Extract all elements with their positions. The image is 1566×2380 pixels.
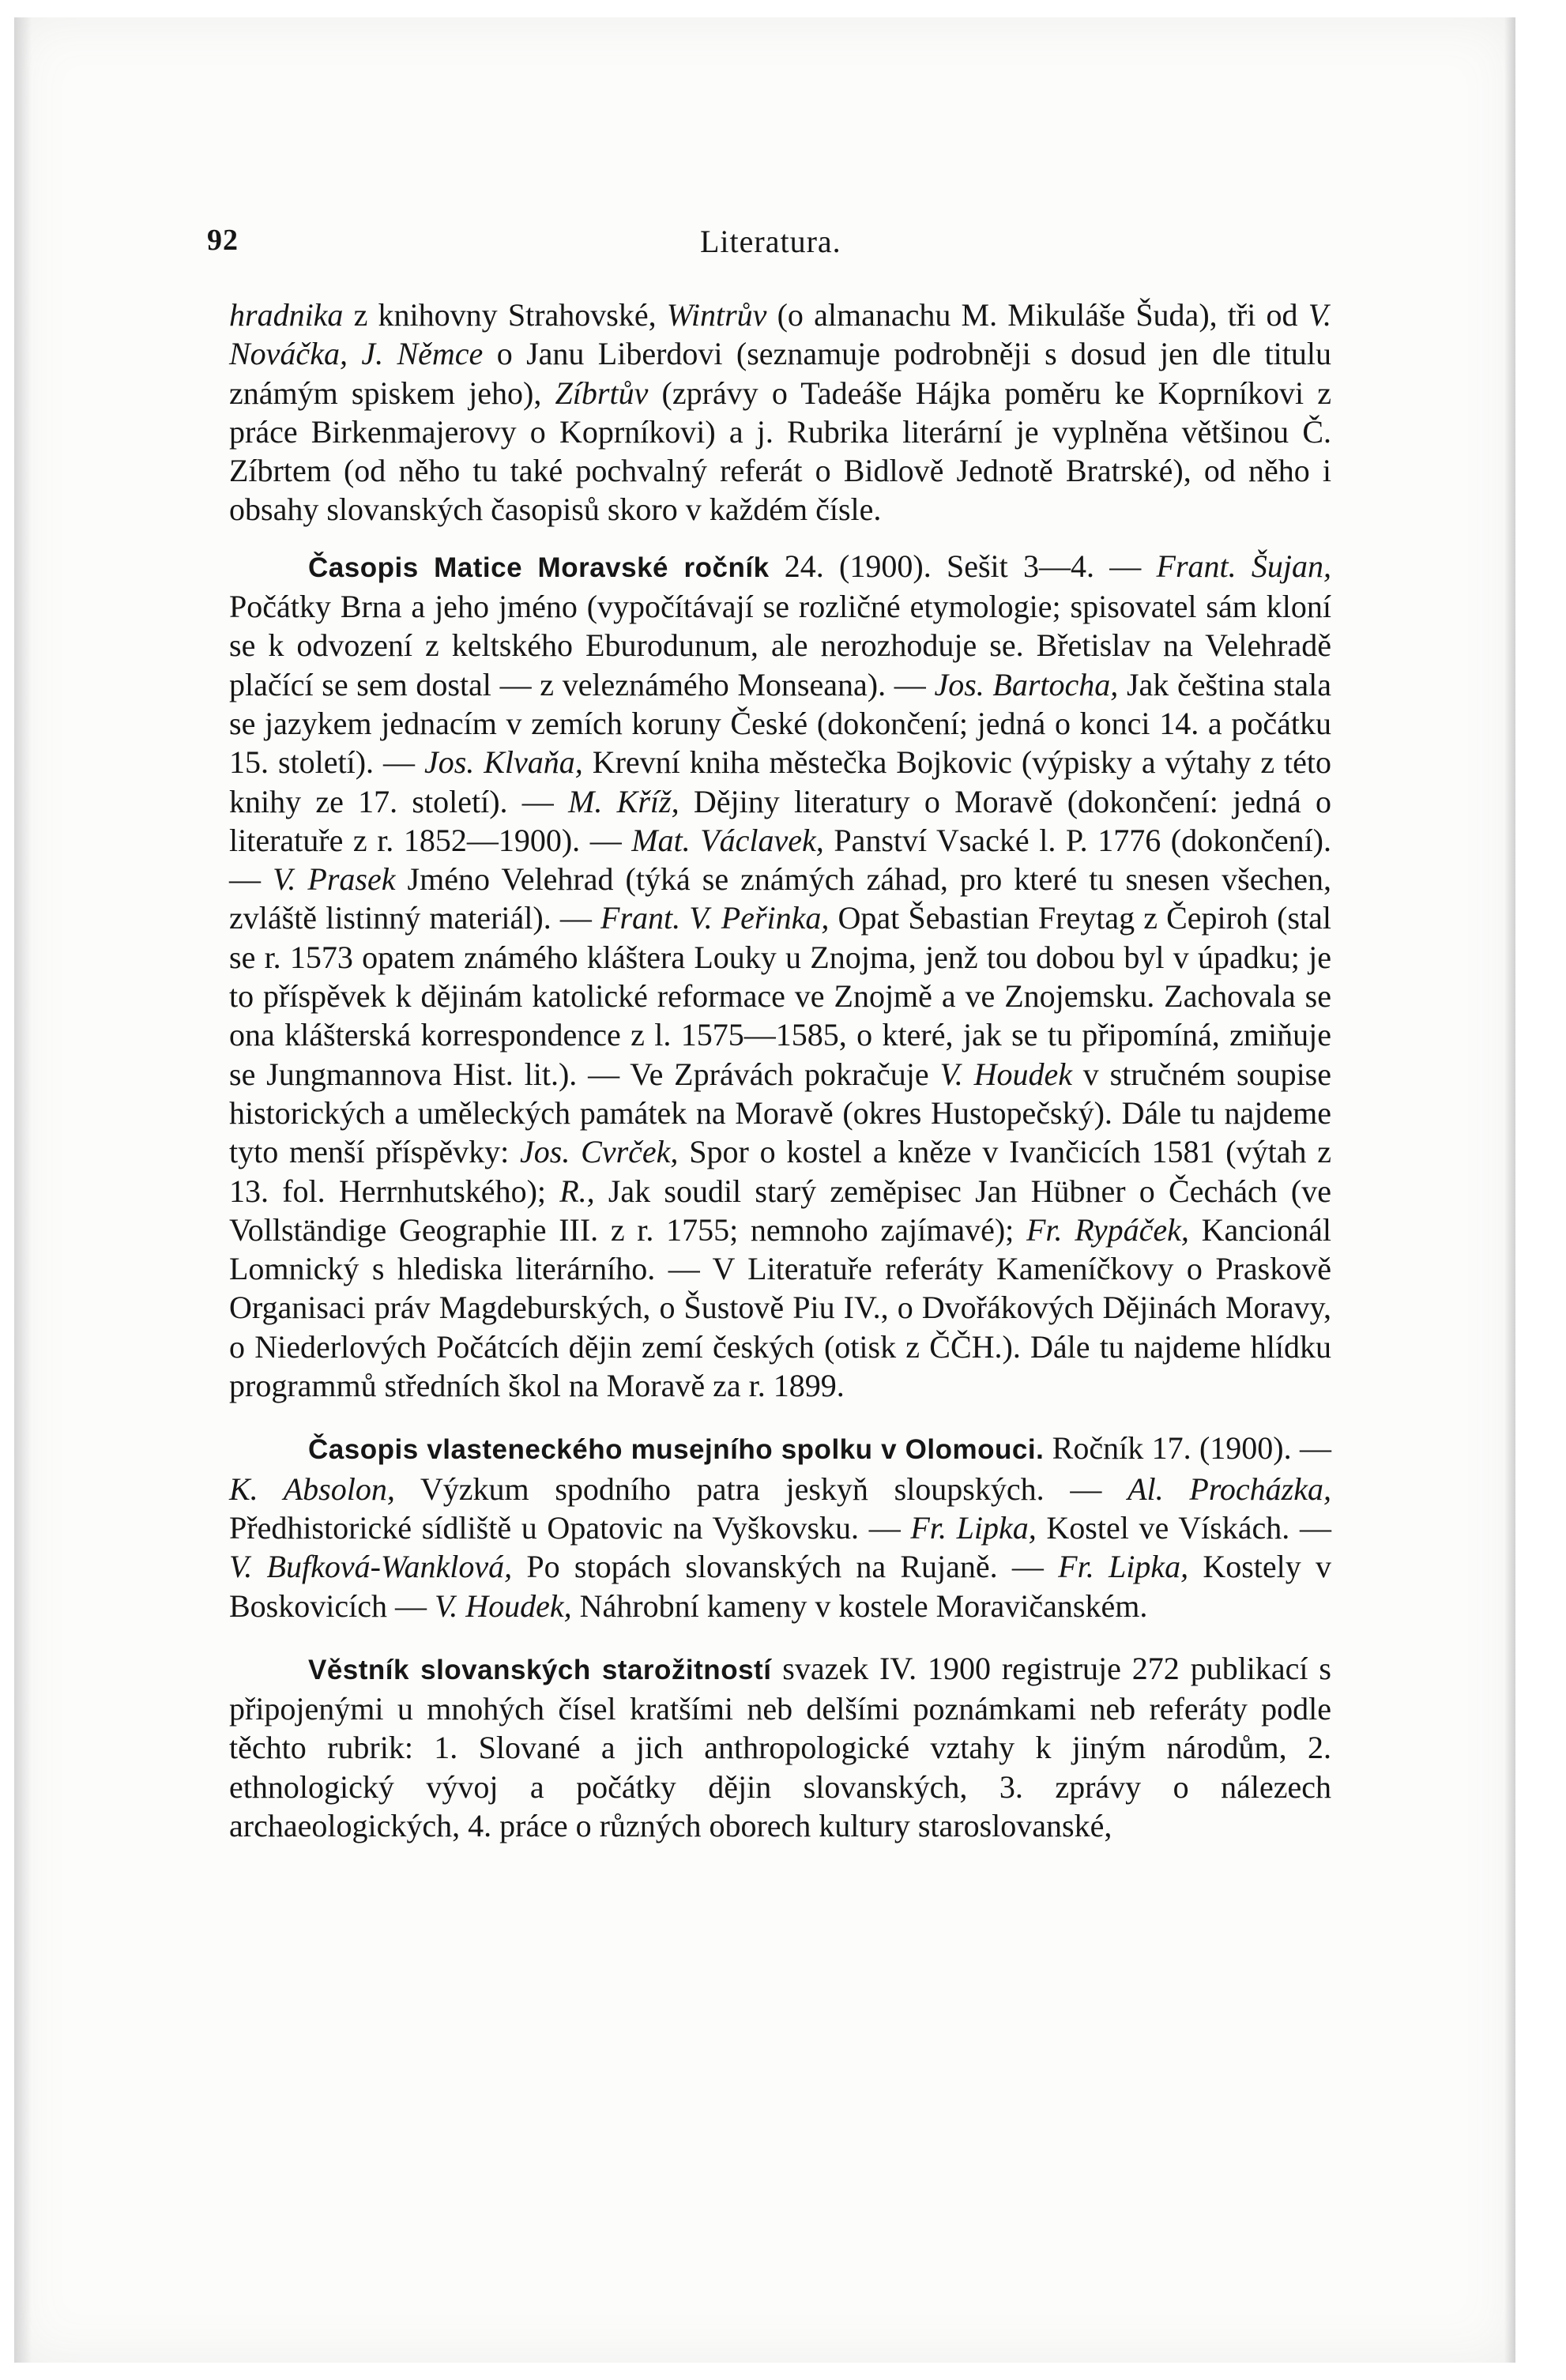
text-run: Předhistorické sídliště u Opatovic na Vyškovsku. —	[229, 1509, 911, 1546]
text-run: Opat Šebastian Freytag z Čepiroh (stal se r. 1573 opatem známého kláštera Louky u Znojma, jenž tou dobou byl v úpadku; je to příspěvek k dějinám katolické reformace ve Znojmě a ve Znojemsku. Zachovala se ona klášterská korrespondence z l. 1575—1585, o které, jak se tu připomíná, zmiňuje se Jungmannova Hist. lit.). — Ve Zprávách pokračuje	[229, 900, 1332, 1092]
author-ref: V. Prasek	[273, 861, 396, 898]
author-ref: hradnika	[229, 297, 344, 333]
text-run: Jak soudil starý zeměpisec Jan Hübner o Čechách (ve Vollständige Geographie III. z r. 1755; nemnoho zajímavé);	[229, 1173, 1331, 1248]
author-ref: Wintrův	[666, 297, 767, 333]
author-ref: Al. Procházka,	[1127, 1471, 1332, 1507]
author-ref: Frant. Šujan,	[1156, 548, 1331, 584]
text-run: Po stopách slovanských na Rujaně. —	[512, 1549, 1059, 1585]
text-run: Dějiny literatury o Moravě (dokončení: jedná o literatuře z r. 1852—1900). —	[229, 783, 1331, 858]
author-ref: V. Houdek,	[434, 1587, 572, 1624]
author-ref: Jos. Bartocha,	[934, 666, 1119, 702]
author-ref: V. Bufková-Wanklová,	[229, 1549, 513, 1585]
paragraph-strahov-continuation	[229, 296, 1331, 529]
author-ref: Frant. V. Peřinka,	[600, 900, 830, 936]
page-header	[0, 223, 1566, 270]
author-ref: R.,	[559, 1173, 595, 1209]
paragraph-vestnik	[229, 1649, 1331, 1845]
author-ref: Fr. Lipka,	[910, 1509, 1037, 1546]
author-ref: Mat. Václavek,	[631, 822, 824, 858]
text-run: Ročník 17. (1900). —	[1044, 1430, 1331, 1467]
paragraph-casopis-olomouc	[229, 1429, 1331, 1625]
page-number: 92	[207, 224, 239, 257]
author-ref: Fr. Lipka,	[1058, 1549, 1189, 1585]
running-title: Literatura.	[700, 224, 841, 259]
text-run: Kostel ve Vískách. —	[1036, 1509, 1331, 1546]
text-run: Jak čeština stala se jazykem jednacím v zemích koruny České (dokončení; jedná o konci 14. a počátku 15. století). —	[229, 666, 1332, 781]
author-ref: Fr. Rypáček,	[1026, 1211, 1189, 1248]
text-run: svazek IV. 1900 registruje 272 publikací s připojenými u mnohých čísel kratšími neb delšími poznámkami neb referáty podle těchto rubrik: 1. Slované a jich anthropologické vztahy k jiným národům, 2. ethnologický vývoj a počátky dějin slovanských, 3. zprávy o nálezech archaeologických, 4. práce o různých oborech kultury staroslovanské,	[229, 1650, 1331, 1843]
text-run: v stručném soupise historických a uměleckých památek na Moravě (okres Hustopečský). Dále tu najdeme tyto menší příspěvky:	[229, 1056, 1332, 1170]
text-run: Počátky Brna a jeho jméno (vypočítávají se rozličné etymologie; spisovatel sám kloní se k odvození z keltského Eburodunum, ale nerozhoduje se. Břetislav na Velehradě plačící se sem dostal — z veleznámého Monseana). —	[229, 589, 1331, 702]
text-run: Spor o kostel a kněze v Ivančicích 1581 (výtah z 13. fol. Herrnhutského);	[229, 1134, 1332, 1209]
author-ref: M. Kříž,	[568, 783, 679, 819]
author-ref: Zíbrtův	[555, 375, 649, 411]
text-run: Výzkum spodního patra jeskyň sloupských. —	[394, 1471, 1128, 1507]
text-run: Kostely v Boskovicích —	[229, 1549, 1332, 1624]
journal-title: Věstník slovanských starožitností	[308, 1654, 772, 1685]
author-ref: V. Nováčka, J. Němce	[229, 297, 1331, 372]
author-ref: K. Absolon,	[229, 1471, 395, 1507]
page-right-edge-shadow	[1504, 17, 1515, 2363]
text-run: Kancionál Lomnický s hlediska literárního. — V Literatuře referáty Kameníčkovy o Praskově Organisaci práv Magdeburských, o Šustově Piu IV., o Dvořákových Dějinách Moravy, o Niederlových Počátcích dějin zemí českých (otisk z ČČH.). Dále tu najdeme hlídku programmů středních škol na Moravě za r. 1899.	[229, 1211, 1332, 1404]
text-run: Jméno Velehrad (týká se známých záhad, pro které tu snesen všechen, zvláště listinný materiál). —	[229, 861, 1331, 936]
text-run: Krevní kniha městečka Bojkovic (výpisky a výtahy z této knihy ze 17. století). —	[229, 744, 1332, 819]
text-run: 24. (1900). Sešit 3—4. —	[769, 548, 1157, 584]
text-run: Panství Vsacké l. P. 1776 (dokončení).—	[229, 822, 1332, 898]
text-run: Náhrobní kameny v kostele Moravičanském.	[571, 1587, 1148, 1624]
author-ref: V. Houdek	[939, 1056, 1072, 1092]
journal-title: Časopis vlasteneckého musejního spolku v Olomouci.	[308, 1434, 1045, 1466]
text-run: (o almanachu M. Mikuláše Šuda), tři od	[766, 297, 1308, 333]
text-body	[229, 296, 1331, 1845]
author-ref: Jos. Klvaňa,	[423, 744, 583, 781]
journal-title: Časopis Matice Moravské ročník	[308, 552, 770, 583]
page-left-edge-shadow	[14, 17, 32, 2363]
text-run: z knihovny Strahovské,	[343, 297, 667, 333]
author-ref: Jos. Cvrček,	[520, 1134, 679, 1170]
text-run: (zprávy o Tadeáše Hájka poměru ke Koprníkovi z práce Birkenmajerovy o Koprníkovi) a j. Rubrika literární je vyplněna většinou Č. Zíbrtem (od něho tu také pochvalný referát o Bidlově Jednotě Bratrské), od něho i obsahy slovanských časopisů skoro v každém čísle.	[229, 375, 1331, 528]
paragraph-casopis-matice-moravske	[229, 547, 1331, 1406]
text-run: o Janu Liberdovi (seznamuje podrobněji s dosud jen dle titulu známým spiskem jeho),	[229, 336, 1331, 411]
